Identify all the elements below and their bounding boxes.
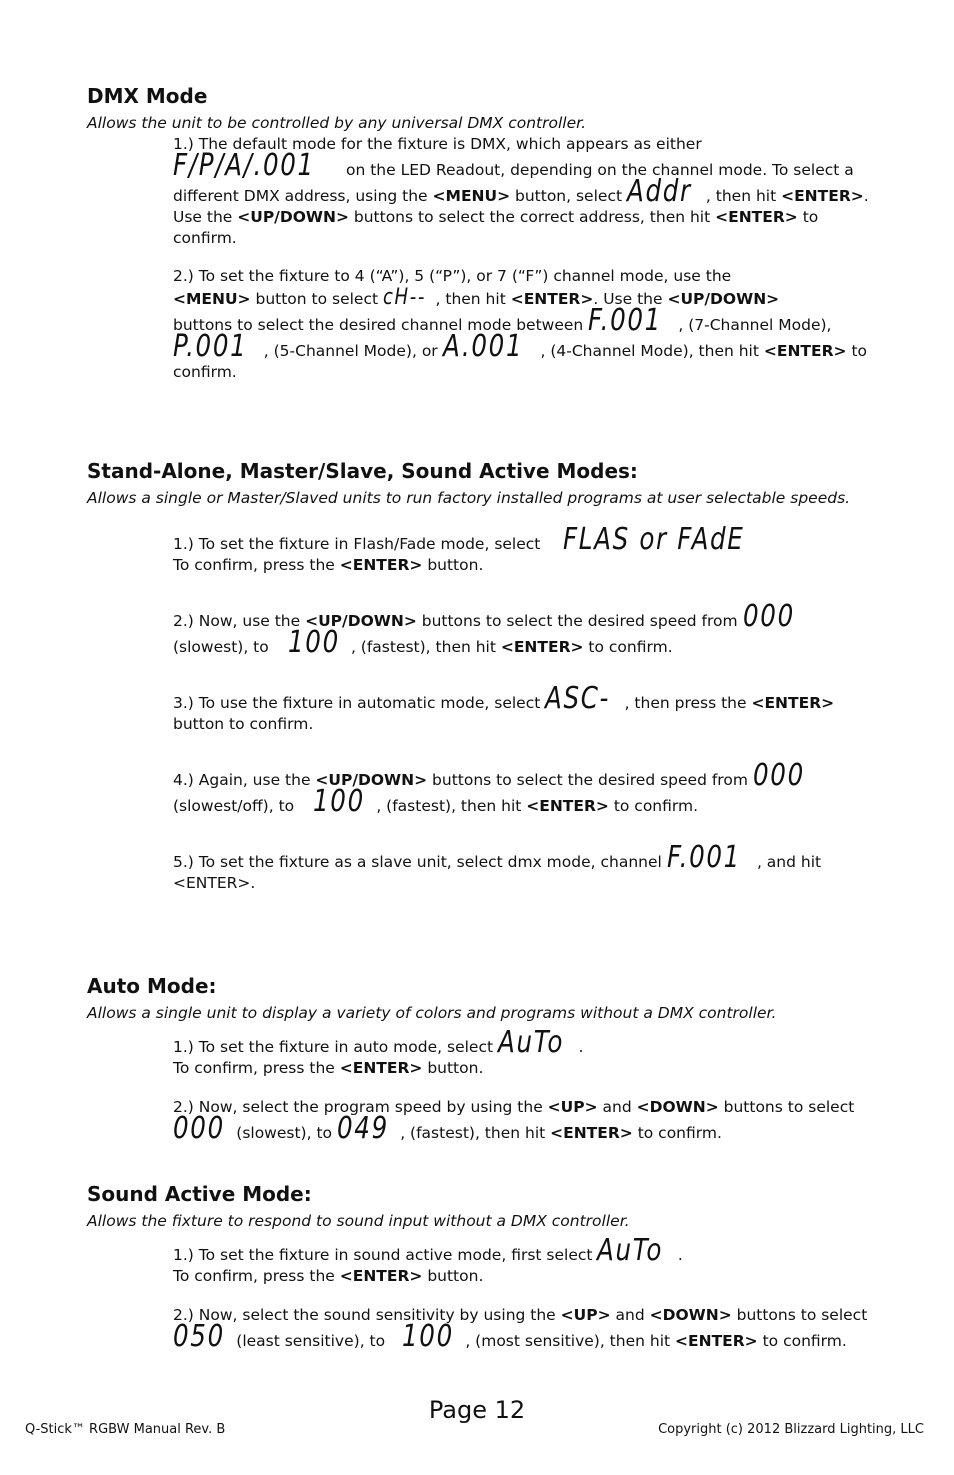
standalone-step-4-text-d: , (fastest), then hit (376, 797, 527, 815)
auto-step-2-text-c: buttons to select (718, 1098, 855, 1116)
sound-step-2-text: 2.) Now, select the sound sensitivity by using the (173, 1306, 561, 1324)
lcd-readout-f001: F.001 (666, 840, 741, 875)
sound-mode-heading: Sound Active Mode: (87, 1182, 312, 1206)
footer-manual-title: Q-Stick™ RGBW Manual Rev. B (25, 1422, 226, 1437)
enter-key-label: <ENTER> (526, 797, 609, 815)
lcd-readout-p001: P.001 (173, 329, 248, 364)
sound-step-1-text: 1.) To set the fixture in sound active mode, first select (173, 1246, 598, 1264)
lcd-readout-100: 100 (287, 625, 340, 660)
lcd-readout-auto: AuTo (497, 1025, 565, 1060)
standalone-step-2-text-e: to confirm. (583, 638, 673, 656)
dmx-step-2-text-i: to confirm. (173, 342, 868, 381)
standalone-step-4-text-e: to confirm. (608, 797, 699, 815)
auto-step-1-text-d: button. (422, 1059, 484, 1077)
standalone-step-2-text-b: buttons to select the desired speed from (416, 612, 743, 630)
dmx-step-1-text-d: , then hit (705, 187, 782, 205)
dmx-step-2 (173, 266, 873, 383)
lcd-readout-049: 049 (336, 1111, 389, 1146)
standalone-step-3 (173, 681, 873, 735)
auto-step-2 (173, 1097, 873, 1144)
sound-step-2-text-b: and (610, 1306, 650, 1324)
lcd-readout-auto: AuTo (597, 1233, 664, 1268)
lcd-readout-f001: F.001 (588, 303, 663, 338)
standalone-step-2-text-c: (slowest), to (173, 638, 274, 656)
dmx-step-1-text-b: on the LED Readout, depending on the channel mode. To select a different DMX address, using the (173, 161, 854, 205)
auto-step-1 (173, 1025, 873, 1079)
enter-key-label: <ENTER> (550, 1124, 633, 1142)
enter-key-label: <ENTER> (510, 290, 594, 308)
updown-key-label: <UP/DOWN> (305, 612, 417, 630)
dmx-step-1-text-g: to confirm. (173, 208, 819, 247)
standalone-intro: Allows a single or Master/Slaved units to run factory installed programs at user selectable speeds. (87, 489, 851, 507)
standalone-step-4-text-b: buttons to select the desired speed from (427, 771, 753, 789)
auto-step-1-text-c: To confirm, press the (173, 1059, 340, 1077)
standalone-step-4-text-c: (slowest/off), to (173, 797, 300, 815)
standalone-step-3-text-c: button to confirm. (173, 715, 314, 733)
standalone-step-4-text: 4.) Again, use the (173, 771, 316, 789)
down-key-label: <DOWN> (649, 1306, 732, 1324)
lcd-readout-000: 000 (742, 599, 795, 634)
sound-step-2-text-c: buttons to select (731, 1306, 868, 1324)
standalone-steps (173, 522, 873, 894)
enter-key-label: <ENTER> (339, 556, 423, 574)
auto-mode-section (87, 973, 877, 1144)
sound-step-1 (173, 1233, 873, 1287)
lcd-readout-050: 050 (173, 1319, 225, 1354)
auto-step-1-text: 1.) To set the fixture in auto mode, select (173, 1038, 498, 1056)
standalone-step-2-text-d: , (fastest), then hit (350, 638, 501, 656)
dmx-step-1 (173, 134, 873, 249)
updown-key-label: <UP/DOWN> (237, 208, 349, 226)
standalone-step-1-text: 1.) To set the fixture in Flash/Fade mode, select (173, 535, 546, 553)
menu-key-label: <MENU> (432, 187, 511, 205)
sound-step-1-text-c: To confirm, press the (173, 1267, 340, 1285)
auto-step-2-text-e: , (fastest), then hit (400, 1124, 551, 1142)
up-key-label: <UP> (547, 1098, 598, 1116)
sound-step-2-text-e: , (most sensitive), then hit (465, 1332, 676, 1350)
dmx-step-2-text-e: buttons to select the desired channel mode between (173, 316, 589, 334)
dmx-step-2-text-b: button to select (250, 290, 383, 308)
dmx-mode-steps (173, 134, 873, 383)
updown-key-label: <UP/DOWN> (667, 290, 780, 308)
sound-mode-steps (173, 1233, 873, 1354)
dmx-mode-intro: Allows the unit to be controlled by any universal DMX controller. (87, 114, 587, 132)
auto-mode-steps (173, 1025, 873, 1146)
lcd-readout-000: 000 (752, 758, 805, 793)
updown-key-label: <UP/DOWN> (315, 771, 428, 789)
standalone-step-5 (173, 840, 873, 894)
sound-mode-intro: Allows the fixture to respond to sound input without a DMX controller. (87, 1212, 630, 1230)
auto-mode-intro: Allows a single unit to display a variety of colors and programs without a DMX controller. (87, 1004, 777, 1022)
standalone-step-5-text: 5.) To set the fixture as a slave unit, select dmx mode, channel (173, 853, 667, 871)
enter-key-label: <ENTER> (781, 187, 864, 205)
lcd-readout-fpa001: F/P/A/.001 (173, 148, 315, 183)
page-number: Page 12 (428, 1396, 526, 1424)
sound-step-1-text-b: . (677, 1246, 683, 1264)
standalone-step-3-text-b: , then press the (624, 694, 752, 712)
standalone-heading: Stand-Alone, Master/Slave, Sound Active Modes: (87, 459, 638, 483)
dmx-step-1-text-f: buttons to select the correct address, then hit (348, 208, 716, 226)
standalone-step-5-text-b: , and hit <ENTER>. (173, 853, 822, 892)
dmx-step-1-text-e: . Use the (173, 187, 869, 226)
sound-step-1-text-d: button. (422, 1267, 484, 1285)
sound-mode-section (87, 1181, 877, 1352)
auto-step-1-text-b: . (578, 1038, 584, 1056)
sound-step-2-text-f: to confirm. (757, 1332, 847, 1350)
enter-key-label: <ENTER> (751, 694, 835, 712)
sound-step-2 (173, 1305, 873, 1352)
lcd-readout-100: 100 (313, 784, 365, 819)
dmx-step-2-text-g: , (5-Channel Mode), or (263, 342, 443, 360)
standalone-step-2 (173, 599, 873, 660)
lcd-readout-ch: cH-- (383, 285, 427, 310)
enter-key-label: <ENTER> (763, 342, 847, 360)
standalone-step-1 (173, 522, 873, 576)
auto-step-2-text-b: and (597, 1098, 637, 1116)
dmx-step-2-text-c: , then hit (435, 290, 511, 308)
dmx-mode-section (87, 83, 877, 383)
lcd-readout-000: 000 (173, 1111, 225, 1146)
standalone-step-2-text: 2.) Now, use the (173, 612, 306, 630)
enter-key-label: <ENTER> (500, 638, 584, 656)
standalone-step-1-text-c: button. (422, 556, 484, 574)
enter-key-label: <ENTER> (675, 1332, 758, 1350)
dmx-step-2-text-h: , (4-Channel Mode), then hit (540, 342, 764, 360)
footer-copyright: Copyright (c) 2012 Blizzard Lighting, LLC (658, 1422, 924, 1437)
standalone-step-1-text-b: To confirm, press the (173, 556, 340, 574)
up-key-label: <UP> (560, 1306, 611, 1324)
auto-mode-heading: Auto Mode: (87, 974, 217, 998)
lcd-readout-addr: Addr (626, 174, 692, 209)
auto-step-2-text: 2.) Now, select the program speed by using the (173, 1098, 548, 1116)
enter-key-label: <ENTER> (339, 1059, 423, 1077)
dmx-step-2-text-d: . Use the (593, 290, 668, 308)
lcd-readout-flas-fade: FLAS or FAdE (563, 522, 745, 557)
standalone-section (87, 458, 877, 894)
auto-step-2-text-d: (slowest), to (236, 1124, 337, 1142)
standalone-step-3-text: 3.) To use the fixture in automatic mode, select (173, 694, 546, 712)
lcd-readout-a001: A.001 (442, 329, 523, 364)
lcd-readout-asc: ASC- (545, 681, 611, 716)
enter-key-label: <ENTER> (339, 1267, 423, 1285)
sound-step-2-text-d: (least sensitive), to (236, 1332, 391, 1350)
dmx-step-2-text: 2.) To set the fixture to 4 (“A”), 5 (“P”), or 7 (“F”) channel mode, use the (173, 267, 732, 285)
dmx-step-2-text-f: , (7-Channel Mode), (678, 316, 832, 334)
down-key-label: <DOWN> (636, 1098, 719, 1116)
dmx-mode-heading: DMX Mode (87, 84, 208, 108)
dmx-step-1-text-c: button, select (510, 187, 627, 205)
lcd-readout-100: 100 (402, 1319, 454, 1354)
menu-key-label: <MENU> (173, 290, 251, 308)
dmx-step-1-text: 1.) The default mode for the fixture is DMX, which appears as either (173, 135, 702, 153)
enter-key-label: <ENTER> (715, 208, 798, 226)
auto-step-2-text-f: to confirm. (632, 1124, 722, 1142)
standalone-step-4 (173, 758, 873, 819)
